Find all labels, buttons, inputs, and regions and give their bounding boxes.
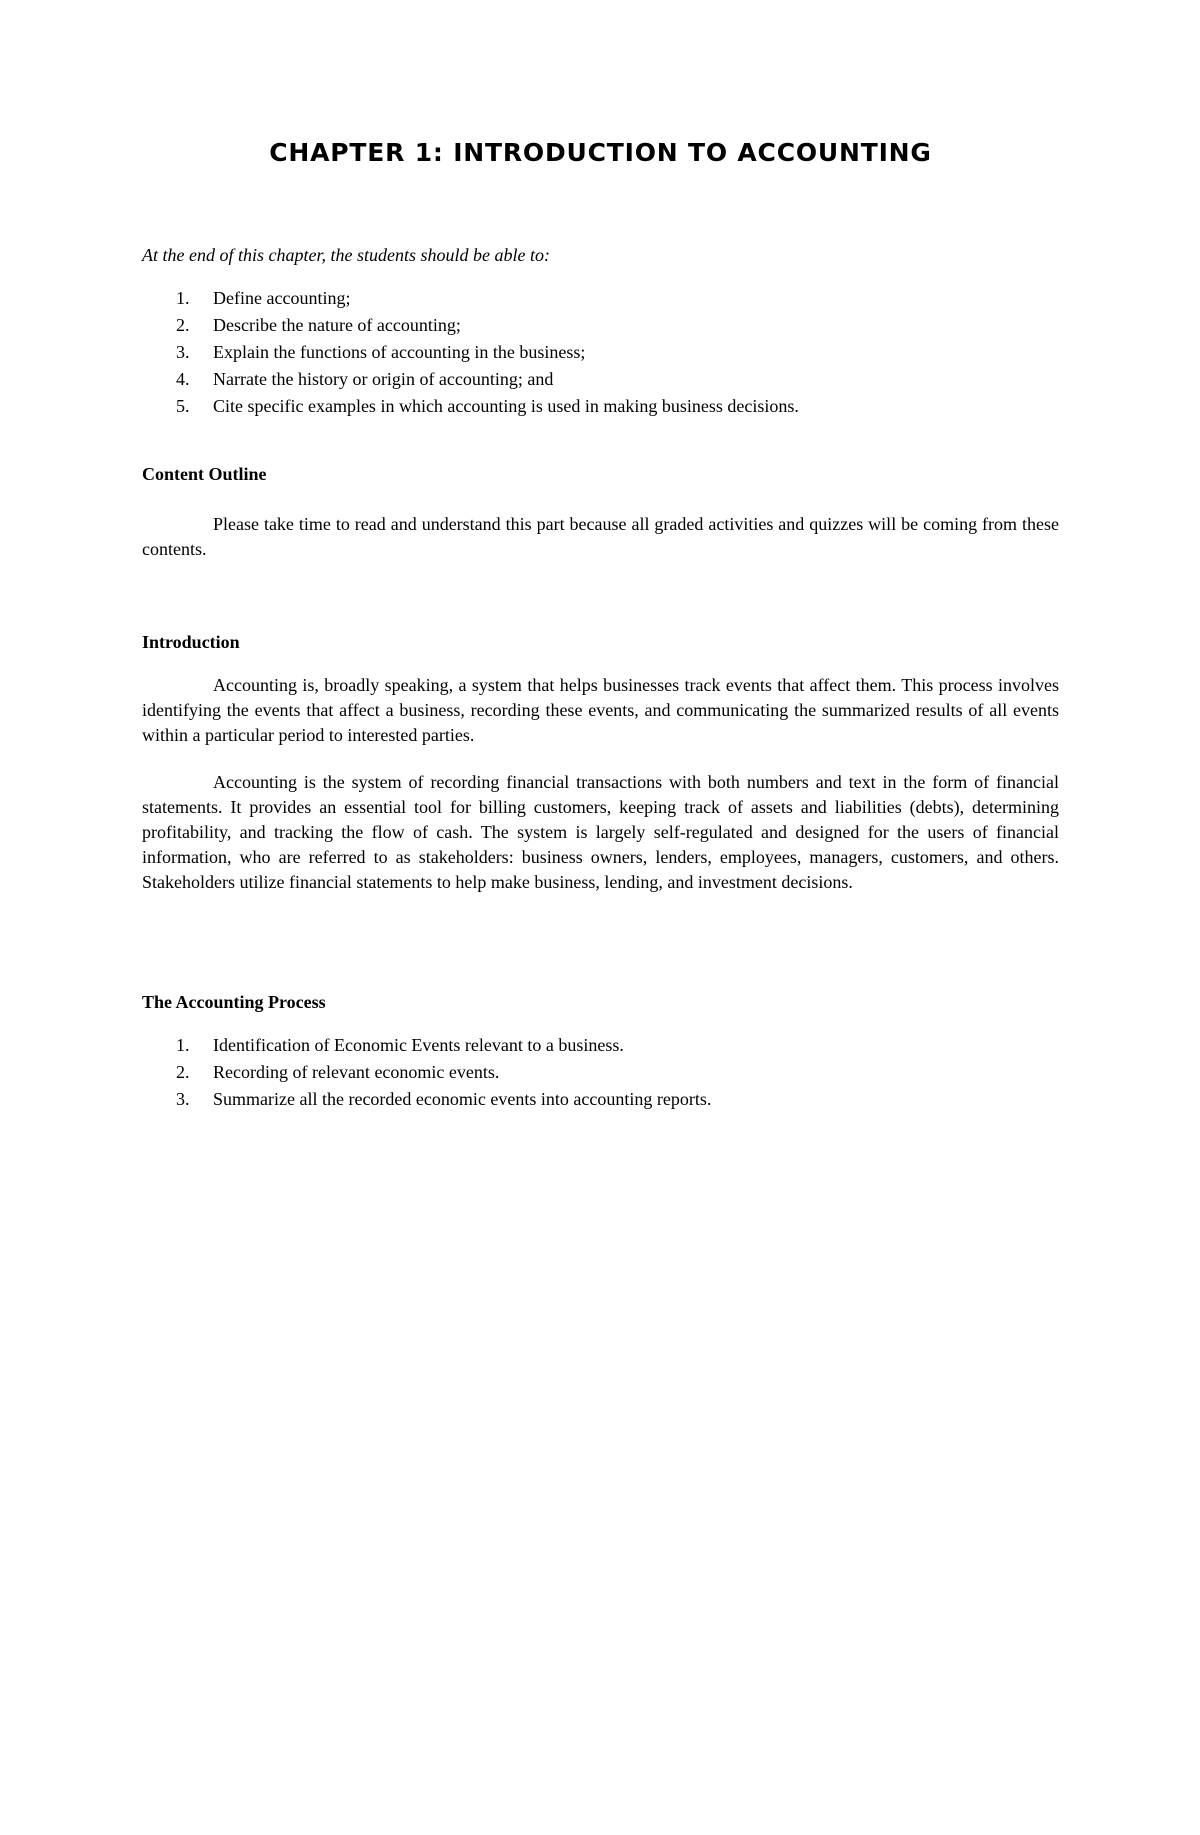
list-item [142, 1060, 1059, 1087]
introduction-paragraph-2: Accounting is the system of recording financial transactions with both numbers and text in the form of financial statements. It provides an essential tool for billing customers, keeping track of assets and liabilities (debts), determining profitability, and tracking the flow of cash. The system is largely self-regulated and designed for the users of financial information, who are referred to as stakeholders: business owners, lenders, employees, managers, customers, and others. Stakeholders utilize financial statements to help make business, lending, and investment decisions. [142, 772, 1059, 892]
list-item-text: Cite specific examples in which accounting is used in making business decisions. [213, 396, 799, 416]
introduction-heading: Introduction [142, 632, 240, 652]
list-item-number: 2. [176, 315, 190, 335]
list-item-number: 3. [176, 1089, 190, 1109]
objectives-intro: At the end of this chapter, the students should be able to: [142, 245, 550, 265]
objectives-list [142, 286, 1059, 421]
list-item [142, 286, 1059, 313]
list-item [142, 340, 1059, 367]
list-item-text: Identification of Economic Events relevant to a business. [213, 1035, 624, 1055]
list-item-number: 4. [176, 369, 190, 389]
list-item-text: Summarize all the recorded economic events into accounting reports. [213, 1089, 712, 1109]
list-item-number: 3. [176, 342, 190, 362]
list-item-text: Describe the nature of accounting; [213, 315, 461, 335]
accounting-process-heading: The Accounting Process [142, 992, 326, 1012]
content-outline-heading: Content Outline [142, 464, 267, 484]
list-item-text: Narrate the history or origin of accounting; and [213, 369, 554, 389]
list-item-number: 1. [176, 288, 190, 308]
introduction-paragraph-1: Accounting is, broadly speaking, a system that helps businesses track events that affect them. This process involves identifying the events that affect a business, recording these events, and communicating the summarized results of all events within a particular period to interested parties. [142, 675, 1059, 745]
list-item-number: 5. [176, 396, 190, 416]
accounting-process-list [142, 1033, 1059, 1114]
list-item-text: Define accounting; [213, 288, 351, 308]
list-item [142, 367, 1059, 394]
list-item-number: 2. [176, 1062, 190, 1082]
chapter-title: CHAPTER 1: INTRODUCTION TO ACCOUNTING [269, 138, 932, 167]
list-item [142, 1087, 1059, 1114]
list-item [142, 1033, 1059, 1060]
list-item [142, 394, 1059, 421]
content-outline-paragraph: Please take time to read and understand this part because all graded activities and quizzes will be coming from these contents. [142, 514, 1059, 559]
list-item-number: 1. [176, 1035, 190, 1055]
list-item [142, 313, 1059, 340]
list-item-text: Explain the functions of accounting in the business; [213, 342, 586, 362]
list-item-text: Recording of relevant economic events. [213, 1062, 500, 1082]
